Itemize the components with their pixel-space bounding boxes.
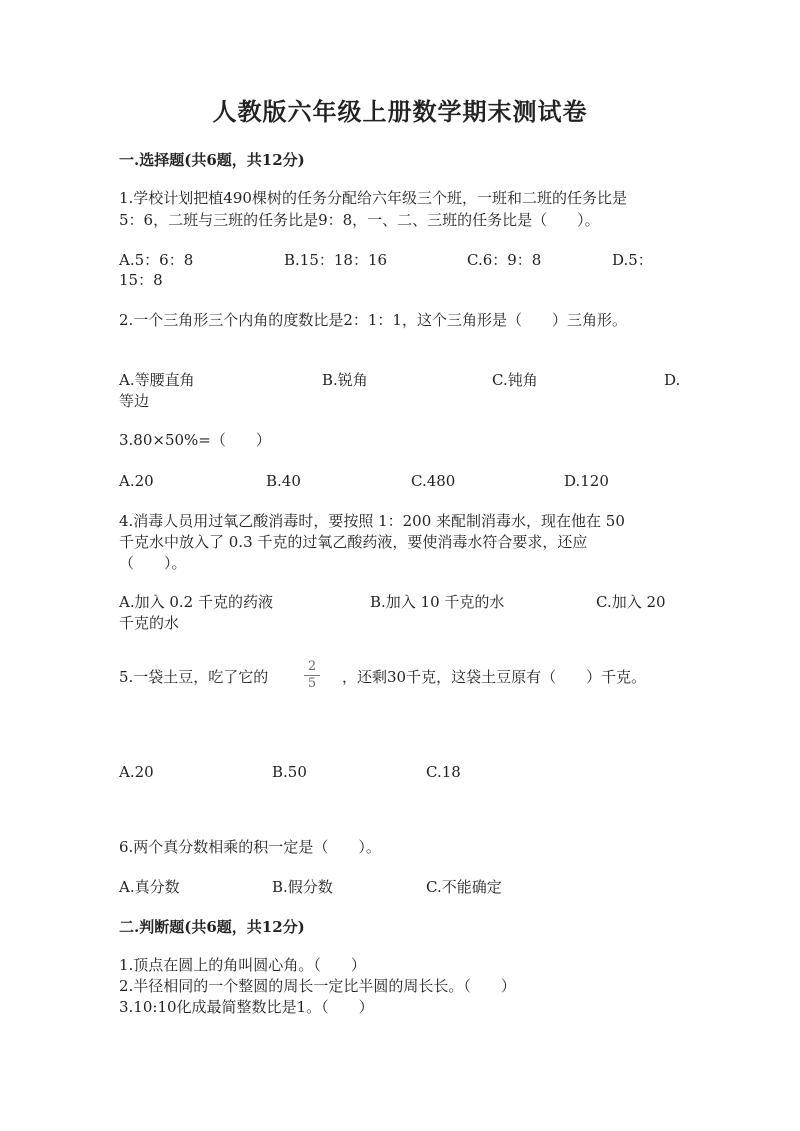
- question-1-option-d: D.5：: [612, 251, 653, 269]
- question-1-option-a: A.5：6：8: [119, 251, 194, 269]
- question-6-option-b: B.假分数: [272, 878, 333, 896]
- question-5-option-a: A.20: [119, 763, 154, 781]
- question-1-option-d-cont: 15：8: [119, 271, 163, 289]
- judge-item-2: 2.半径相同的一个整圆的周长一定比半圆的周长长。（ ）: [119, 977, 516, 995]
- fraction-denominator: 5: [307, 676, 317, 691]
- section-heading-choice: 一.选择题(共6题，共12分): [119, 151, 305, 169]
- question-5-option-b: B.50: [272, 763, 307, 781]
- question-1-line-2: 5：6，二班与三班的任务比是9：8，一、二、三班的任务比是（ ）。: [119, 211, 600, 229]
- question-2-line-1: 2.一个三角形三个内角的度数比是2：1：1，这个三角形是（ ）三角形。: [119, 311, 627, 329]
- question-1-option-c: C.6：9：8: [467, 251, 542, 269]
- question-6-line-1: 6.两个真分数相乘的积一定是（ ）。: [119, 838, 381, 856]
- question-2-option-b: B.锐角: [322, 371, 368, 389]
- question-2-option-d: D.: [664, 371, 681, 389]
- question-5-text-after: ，还剩30千克，这袋土豆原有（ ）千克。: [342, 668, 647, 686]
- question-4-line-1: 4.消毒人员用过氧乙酸消毒时，要按照 1：200 来配制消毒水，现在他在 50: [119, 512, 625, 530]
- page-title: 人教版六年级上册数学期末测试卷: [212, 97, 588, 126]
- question-4-option-c-cont: 千克的水: [119, 614, 180, 632]
- fraction-two-fifths: [304, 660, 320, 691]
- question-2-option-a: A.等腰直角: [119, 371, 195, 389]
- question-4-option-c: C.加入 20: [596, 593, 666, 611]
- question-3-option-d: D.120: [564, 472, 609, 490]
- question-4-option-a: A.加入 0.2 千克的药液: [119, 593, 273, 611]
- question-5-text-before: 5.一袋土豆，吃了它的: [119, 668, 269, 686]
- fraction-numerator: 2: [307, 659, 317, 674]
- question-4-line-3: （ ）。: [119, 554, 187, 572]
- question-3-option-b: B.40: [266, 472, 301, 490]
- question-1-line-1: 1.学校计划把植490棵树的任务分配给六年级三个班，一班和二班的任务比是: [119, 189, 627, 207]
- question-6-option-c: C.不能确定: [426, 878, 502, 896]
- question-2-option-d-cont: 等边: [119, 392, 150, 410]
- question-4-line-2: 千克水中放入了 0.3 千克的过氧乙酸药液，要使消毒水符合要求，还应: [119, 533, 588, 551]
- question-3-line-1: 3.80×50%=（ ）: [119, 431, 271, 449]
- question-4-option-b: B.加入 10 千克的水: [370, 593, 505, 611]
- judge-item-1: 1.顶点在圆上的角叫圆心角。（ ）: [119, 956, 366, 974]
- question-5-option-c: C.18: [426, 763, 461, 781]
- question-3-option-c: C.480: [411, 472, 456, 490]
- question-2-option-c: C.钝角: [492, 371, 538, 389]
- section-heading-judge: 二.判断题(共6题，共12分): [119, 918, 305, 936]
- question-6-option-a: A.真分数: [119, 878, 180, 896]
- judge-item-3: 3.10:10化成最简整数比是1。（ ）: [119, 998, 374, 1016]
- question-3-option-a: A.20: [119, 472, 154, 490]
- question-1-option-b: B.15：18：16: [284, 251, 388, 269]
